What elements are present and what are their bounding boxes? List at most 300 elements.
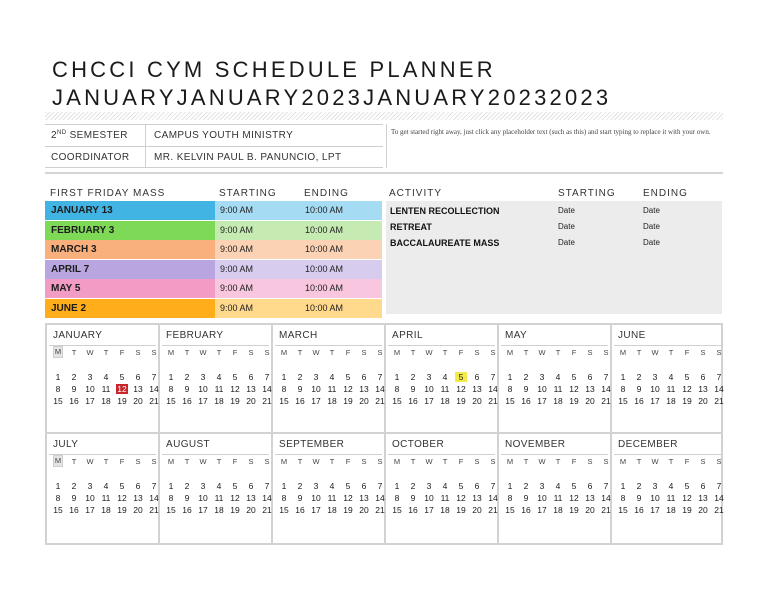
- mass-date[interactable]: APRIL 7: [45, 260, 215, 279]
- calendar-day[interactable]: 8: [507, 384, 513, 394]
- calendar-day[interactable]: 14: [488, 493, 498, 503]
- calendar-day[interactable]: 5: [232, 481, 238, 491]
- mass-end-time[interactable]: 10:00 AM: [300, 279, 382, 298]
- calendar-day[interactable]: 3: [539, 481, 545, 491]
- mass-date[interactable]: JANUARY 13: [45, 201, 215, 220]
- calendar-day[interactable]: 21: [375, 505, 385, 515]
- calendar-day[interactable]: 7: [603, 372, 609, 382]
- calendar-day[interactable]: 5: [571, 481, 577, 491]
- calendar-day[interactable]: 5: [455, 372, 467, 382]
- calendar-day[interactable]: 14: [149, 493, 159, 503]
- calendar-day[interactable]: 4: [329, 481, 335, 491]
- calendar-day[interactable]: 12: [682, 493, 692, 503]
- calendar-day[interactable]: 21: [601, 396, 611, 406]
- calendar-day[interactable]: 15: [166, 396, 176, 406]
- activity-start-date[interactable]: Date: [558, 238, 575, 247]
- calendar-day[interactable]: 16: [521, 505, 531, 515]
- calendar-day[interactable]: 6: [474, 372, 480, 382]
- calendar-day[interactable]: 10: [537, 384, 547, 394]
- calendar-day[interactable]: 19: [682, 396, 692, 406]
- calendar-day[interactable]: 1: [281, 372, 287, 382]
- calendar-day[interactable]: 6: [248, 481, 254, 491]
- calendar-day[interactable]: 21: [262, 505, 272, 515]
- weekday-label: F: [232, 348, 238, 357]
- calendar-day[interactable]: 12: [343, 384, 353, 394]
- calendar-day[interactable]: 17: [650, 396, 660, 406]
- calendar-day[interactable]: 15: [53, 396, 63, 406]
- calendar-day[interactable]: 5: [684, 481, 690, 491]
- activity-row[interactable]: [386, 219, 722, 235]
- calendar-day[interactable]: 10: [85, 384, 95, 394]
- calendar-day[interactable]: 2: [523, 481, 529, 491]
- calendar-day[interactable]: 10: [424, 493, 434, 503]
- mass-end-time[interactable]: 10:00 AM: [300, 240, 382, 259]
- calendar-day[interactable]: 4: [216, 481, 222, 491]
- calendar-day[interactable]: 13: [472, 384, 482, 394]
- calendar-day[interactable]: 21: [488, 505, 498, 515]
- activity-row[interactable]: [386, 235, 722, 251]
- coordinator-label[interactable]: COORDINATOR: [51, 152, 130, 163]
- calendar-day[interactable]: 18: [440, 396, 450, 406]
- weekday-label: W: [425, 348, 433, 357]
- calendar-day[interactable]: 19: [456, 396, 466, 406]
- calendar-day[interactable]: 12: [569, 493, 579, 503]
- calendar-day[interactable]: 9: [297, 384, 303, 394]
- month-rule: [614, 454, 721, 455]
- calendar-day[interactable]: 7: [603, 481, 609, 491]
- calendar-day[interactable]: 13: [698, 384, 708, 394]
- calendar-day[interactable]: 17: [198, 505, 208, 515]
- calendar-day[interactable]: 10: [198, 493, 208, 503]
- calendar-day[interactable]: 15: [392, 505, 402, 515]
- calendar-day[interactable]: 14: [601, 493, 611, 503]
- calendar-day[interactable]: 6: [361, 481, 367, 491]
- mass-end-time[interactable]: 10:00 AM: [300, 201, 382, 220]
- calendar-day[interactable]: 19: [230, 396, 240, 406]
- calendar-day[interactable]: 10: [537, 493, 547, 503]
- calendar-day[interactable]: 8: [507, 493, 513, 503]
- calendar-day[interactable]: 20: [472, 396, 482, 406]
- calendar-day[interactable]: 13: [359, 384, 369, 394]
- mass-date[interactable]: MAY 5: [45, 279, 215, 298]
- calendar-day[interactable]: 21: [714, 505, 724, 515]
- calendar-day[interactable]: 14: [375, 493, 385, 503]
- calendar-day[interactable]: 2: [636, 372, 642, 382]
- calendar-day[interactable]: 15: [505, 505, 515, 515]
- calendar-day[interactable]: 5: [232, 372, 238, 382]
- calendar-day[interactable]: 19: [117, 396, 127, 406]
- calendar-day[interactable]: 5: [345, 481, 351, 491]
- calendar-day[interactable]: 6: [248, 372, 254, 382]
- calendar-day[interactable]: 20: [246, 396, 256, 406]
- calendar-day[interactable]: 3: [87, 481, 93, 491]
- semester-value[interactable]: CAMPUS YOUTH MINISTRY: [154, 130, 294, 141]
- calendar-day[interactable]: 2: [410, 372, 416, 382]
- calendar-day[interactable]: 7: [716, 481, 722, 491]
- calendar-day[interactable]: 6: [700, 372, 706, 382]
- calendar-day[interactable]: 20: [359, 396, 369, 406]
- calendar-day[interactable]: 2: [297, 372, 303, 382]
- activity-end-date[interactable]: Date: [643, 206, 660, 215]
- calendar-day[interactable]: 2: [184, 372, 190, 382]
- calendar-day[interactable]: 11: [440, 493, 450, 503]
- activity-end-date[interactable]: Date: [643, 238, 660, 247]
- calendar-day[interactable]: 14: [262, 384, 272, 394]
- mass-row[interactable]: [45, 260, 382, 279]
- calendar-day[interactable]: 1: [55, 481, 61, 491]
- calendar-day[interactable]: 15: [505, 396, 515, 406]
- calendar-day[interactable]: 10: [198, 384, 208, 394]
- calendar-day[interactable]: 16: [408, 505, 418, 515]
- activity-row[interactable]: [386, 203, 722, 219]
- calendar-day[interactable]: 8: [55, 493, 61, 503]
- mass-row[interactable]: [45, 201, 382, 220]
- calendar-day[interactable]: 4: [442, 481, 448, 491]
- calendar-day[interactable]: 16: [634, 396, 644, 406]
- calendar-day[interactable]: 18: [101, 505, 111, 515]
- calendar-day[interactable]: 19: [117, 505, 127, 515]
- calendar-day[interactable]: 17: [650, 505, 660, 515]
- calendar-day[interactable]: 13: [359, 493, 369, 503]
- calendar-day[interactable]: 16: [408, 396, 418, 406]
- calendar-day[interactable]: 14: [149, 384, 159, 394]
- calendar-day[interactable]: 16: [69, 396, 79, 406]
- calendar-day[interactable]: 1: [55, 372, 61, 382]
- calendar-day[interactable]: 19: [569, 396, 579, 406]
- activity-end-date[interactable]: Date: [643, 222, 660, 231]
- calendar-day[interactable]: 19: [456, 505, 466, 515]
- calendar-day[interactable]: 16: [182, 505, 192, 515]
- calendar-day[interactable]: 6: [587, 372, 593, 382]
- calendar-day[interactable]: 9: [636, 493, 642, 503]
- calendar-day[interactable]: 21: [601, 505, 611, 515]
- calendar-day[interactable]: 5: [119, 481, 125, 491]
- calendar-day[interactable]: 4: [555, 372, 561, 382]
- calendar-day[interactable]: 6: [361, 372, 367, 382]
- calendar-day[interactable]: 15: [618, 396, 628, 406]
- calendar-day[interactable]: 5: [458, 481, 464, 491]
- calendar-day[interactable]: 8: [620, 384, 626, 394]
- calendar-day[interactable]: 12: [343, 493, 353, 503]
- calendar-day[interactable]: 16: [521, 396, 531, 406]
- activity-start-date[interactable]: Date: [558, 222, 575, 231]
- mass-end-time[interactable]: 10:00 AM: [300, 299, 382, 318]
- calendar-day[interactable]: 4: [668, 481, 674, 491]
- calendar-day[interactable]: 19: [682, 505, 692, 515]
- calendar-day[interactable]: 9: [184, 384, 190, 394]
- calendar-day[interactable]: 13: [246, 384, 256, 394]
- calendar-day[interactable]: 3: [313, 481, 319, 491]
- mass-row[interactable]: [45, 299, 382, 318]
- calendar-day[interactable]: 17: [85, 505, 95, 515]
- calendar-day[interactable]: 14: [262, 493, 272, 503]
- calendar-day[interactable]: 1: [168, 481, 174, 491]
- calendar-day[interactable]: 14: [714, 493, 724, 503]
- calendar-day[interactable]: 17: [311, 396, 321, 406]
- calendar-day[interactable]: 6: [135, 481, 141, 491]
- calendar-day[interactable]: 21: [262, 396, 272, 406]
- calendar-day[interactable]: 16: [634, 505, 644, 515]
- calendar-day[interactable]: 10: [85, 493, 95, 503]
- calendar-day[interactable]: 12: [230, 493, 240, 503]
- calendar-day[interactable]: 11: [553, 384, 563, 394]
- calendar-day[interactable]: 8: [281, 493, 287, 503]
- calendar-day[interactable]: 20: [133, 505, 143, 515]
- month-rule: [162, 454, 269, 455]
- mass-date[interactable]: MARCH 3: [45, 240, 215, 259]
- calendar-day[interactable]: 11: [666, 384, 676, 394]
- calendar-day[interactable]: 19: [343, 396, 353, 406]
- calendar-day[interactable]: 9: [184, 493, 190, 503]
- calendar-day[interactable]: 8: [394, 384, 400, 394]
- calendar-day[interactable]: 20: [472, 505, 482, 515]
- mass-start-time[interactable]: 9:00 AM: [215, 260, 300, 279]
- mass-date[interactable]: FEBRUARY 3: [45, 221, 215, 240]
- calendar-day[interactable]: 11: [666, 493, 676, 503]
- calendar-day[interactable]: 12: [682, 384, 692, 394]
- placeholder-note[interactable]: To get started right away, just click any placeholder text (such as this) and start typing to replace it with your own.: [391, 128, 711, 136]
- calendar-day[interactable]: 12: [456, 493, 466, 503]
- calendar-day[interactable]: 15: [279, 505, 289, 515]
- calendar-day[interactable]: 2: [410, 481, 416, 491]
- calendar-day[interactable]: 5: [119, 372, 125, 382]
- calendar-day[interactable]: 7: [151, 481, 157, 491]
- mass-date[interactable]: JUNE 2: [45, 299, 215, 318]
- semester-label[interactable]: 2ND SEMESTER: [51, 130, 128, 141]
- calendar-day[interactable]: 8: [394, 493, 400, 503]
- calendar-day[interactable]: 11: [440, 384, 450, 394]
- calendar-day[interactable]: 1: [620, 481, 626, 491]
- calendar-day[interactable]: 18: [327, 396, 337, 406]
- calendar-day[interactable]: 15: [618, 505, 628, 515]
- calendar-day[interactable]: 10: [650, 493, 660, 503]
- calendar-day[interactable]: 21: [488, 396, 498, 406]
- calendar-day[interactable]: 3: [200, 481, 206, 491]
- calendar-day[interactable]: 20: [698, 396, 708, 406]
- calendar-day[interactable]: 3: [313, 372, 319, 382]
- calendar-day[interactable]: 11: [327, 493, 337, 503]
- calendar-day[interactable]: 20: [246, 505, 256, 515]
- calendar-day[interactable]: 12: [230, 384, 240, 394]
- calendar-day[interactable]: 6: [474, 481, 480, 491]
- calendar-day[interactable]: 7: [490, 481, 496, 491]
- calendar-day[interactable]: 7: [151, 372, 157, 382]
- calendar-day[interactable]: 3: [87, 372, 93, 382]
- calendar-day[interactable]: 1: [620, 372, 626, 382]
- calendar-day[interactable]: 9: [71, 493, 77, 503]
- calendar-day[interactable]: 14: [488, 384, 498, 394]
- calendar-day[interactable]: 1: [168, 372, 174, 382]
- calendar-day[interactable]: 13: [585, 493, 595, 503]
- calendar-day[interactable]: 20: [133, 396, 143, 406]
- calendar-day[interactable]: 9: [636, 384, 642, 394]
- calendar-day[interactable]: 2: [184, 481, 190, 491]
- calendar-day[interactable]: 6: [700, 481, 706, 491]
- calendar-day[interactable]: 21: [149, 505, 159, 515]
- calendar-day[interactable]: 8: [620, 493, 626, 503]
- calendar-day[interactable]: 9: [71, 384, 77, 394]
- calendar-day[interactable]: 3: [539, 372, 545, 382]
- calendar-day[interactable]: 4: [442, 372, 448, 382]
- weekday-label: T: [103, 348, 109, 357]
- calendar-day[interactable]: 16: [182, 396, 192, 406]
- calendar-day[interactable]: 17: [311, 505, 321, 515]
- calendar-day[interactable]: 7: [490, 372, 496, 382]
- calendar-day[interactable]: 12: [569, 384, 579, 394]
- calendar-day[interactable]: 3: [426, 481, 432, 491]
- calendar-day[interactable]: 14: [375, 384, 385, 394]
- calendar-day[interactable]: 3: [200, 372, 206, 382]
- calendar-day[interactable]: 9: [523, 384, 529, 394]
- calendar-day[interactable]: 14: [714, 384, 724, 394]
- calendar-day[interactable]: 16: [295, 396, 305, 406]
- calendar-day[interactable]: 2: [297, 481, 303, 491]
- calendar-day[interactable]: 12: [117, 384, 127, 394]
- calendar-day[interactable]: 21: [714, 396, 724, 406]
- calendar-day[interactable]: 4: [555, 481, 561, 491]
- calendar-day[interactable]: 8: [281, 384, 287, 394]
- calendar-day[interactable]: 1: [507, 481, 513, 491]
- calendar-day[interactable]: 4: [103, 481, 109, 491]
- mass-end-time[interactable]: 10:00 AM: [300, 260, 382, 279]
- calendar-day[interactable]: 9: [297, 493, 303, 503]
- calendar-day[interactable]: 11: [214, 384, 224, 394]
- calendar-day[interactable]: 19: [569, 505, 579, 515]
- calendar-day[interactable]: 9: [410, 493, 416, 503]
- calendar-day[interactable]: 5: [684, 372, 690, 382]
- calendar-day[interactable]: 4: [103, 372, 109, 382]
- calendar-day[interactable]: 4: [668, 372, 674, 382]
- calendar-day[interactable]: 4: [329, 372, 335, 382]
- calendar-day[interactable]: 10: [311, 384, 321, 394]
- calendar-day[interactable]: 1: [281, 481, 287, 491]
- calendar-day[interactable]: 18: [666, 505, 676, 515]
- calendar-day[interactable]: 20: [359, 505, 369, 515]
- calendar-day[interactable]: 11: [214, 493, 224, 503]
- calendar-day[interactable]: 2: [71, 372, 77, 382]
- calendar-day[interactable]: 15: [166, 505, 176, 515]
- calendar-day[interactable]: 16: [69, 505, 79, 515]
- calendar-day[interactable]: 15: [279, 396, 289, 406]
- calendar-day[interactable]: 10: [424, 384, 434, 394]
- calendar-day[interactable]: 20: [698, 505, 708, 515]
- calendar-day[interactable]: 21: [375, 396, 385, 406]
- calendar-day[interactable]: 7: [377, 481, 383, 491]
- calendar-day[interactable]: 12: [117, 493, 127, 503]
- calendar-day[interactable]: 7: [264, 372, 270, 382]
- calendar-day[interactable]: 11: [553, 493, 563, 503]
- calendar-day[interactable]: 10: [650, 384, 660, 394]
- calendar-day[interactable]: 11: [101, 384, 111, 394]
- mass-row[interactable]: [45, 221, 382, 240]
- calendar-day[interactable]: 17: [85, 396, 95, 406]
- calendar-day[interactable]: 12: [456, 384, 466, 394]
- calendar-day[interactable]: 19: [343, 505, 353, 515]
- mass-start-time[interactable]: 9:00 AM: [215, 299, 300, 318]
- calendar-day[interactable]: 5: [571, 372, 577, 382]
- calendar-day[interactable]: 7: [377, 372, 383, 382]
- calendar-day[interactable]: 17: [424, 505, 434, 515]
- calendar-day[interactable]: 2: [636, 481, 642, 491]
- calendar-day[interactable]: 1: [394, 481, 400, 491]
- calendar-day[interactable]: 9: [523, 493, 529, 503]
- calendar-day[interactable]: 18: [666, 396, 676, 406]
- info-divider: [145, 147, 146, 167]
- calendar-day[interactable]: 2: [523, 372, 529, 382]
- calendar-day[interactable]: 6: [135, 372, 141, 382]
- calendar-day[interactable]: 17: [537, 396, 547, 406]
- calendar-day[interactable]: 6: [587, 481, 593, 491]
- calendar-day[interactable]: 20: [585, 505, 595, 515]
- calendar-day[interactable]: 14: [601, 384, 611, 394]
- calendar-day[interactable]: 13: [472, 493, 482, 503]
- calendar-day[interactable]: 18: [101, 396, 111, 406]
- calendar-day[interactable]: 9: [410, 384, 416, 394]
- calendar-day[interactable]: 15: [53, 505, 63, 515]
- activity-name[interactable]: RETREAT: [390, 222, 432, 232]
- activity-name[interactable]: BACCALAUREATE MASS: [390, 238, 500, 248]
- calendar-day[interactable]: 19: [230, 505, 240, 515]
- calendar-day[interactable]: 8: [168, 493, 174, 503]
- calendar-day[interactable]: 17: [537, 505, 547, 515]
- calendar-day[interactable]: 13: [133, 493, 143, 503]
- calendar-day[interactable]: 8: [168, 384, 174, 394]
- calendar-day[interactable]: 13: [585, 384, 595, 394]
- calendar-day[interactable]: 18: [327, 505, 337, 515]
- calendar-day[interactable]: 1: [394, 372, 400, 382]
- calendar-day[interactable]: 11: [327, 384, 337, 394]
- calendar-day[interactable]: 18: [440, 505, 450, 515]
- calendar-day[interactable]: 13: [698, 493, 708, 503]
- calendar-day[interactable]: 18: [553, 396, 563, 406]
- calendar-day[interactable]: 5: [345, 372, 351, 382]
- calendar-day[interactable]: 1: [507, 372, 513, 382]
- coordinator-value[interactable]: MR. KELVIN PAUL B. PANUNCIO, LPT: [154, 152, 342, 163]
- calendar-day[interactable]: 17: [198, 396, 208, 406]
- calendar-day[interactable]: 16: [295, 505, 305, 515]
- calendar-day[interactable]: 3: [652, 481, 658, 491]
- calendar-day[interactable]: 18: [214, 396, 224, 406]
- activity-name[interactable]: LENTEN RECOLLECTION: [390, 206, 500, 216]
- calendar-day[interactable]: 7: [264, 481, 270, 491]
- weekday-label: T: [442, 457, 448, 466]
- activity-start-date[interactable]: Date: [558, 206, 575, 215]
- calendar-day[interactable]: 10: [311, 493, 321, 503]
- calendar-day[interactable]: 4: [216, 372, 222, 382]
- calendar-day[interactable]: 21: [149, 396, 159, 406]
- calendar-day[interactable]: 18: [214, 505, 224, 515]
- calendar-day[interactable]: 8: [55, 384, 61, 394]
- calendar-day[interactable]: 17: [424, 396, 434, 406]
- mass-start-time[interactable]: 9:00 AM: [215, 240, 300, 259]
- mass-end-time[interactable]: 10:00 AM: [300, 221, 382, 240]
- mass-start-time[interactable]: 9:00 AM: [215, 221, 300, 240]
- mass-row[interactable]: [45, 279, 382, 298]
- calendar-day[interactable]: 7: [716, 372, 722, 382]
- calendar-day[interactable]: 13: [246, 493, 256, 503]
- calendar-day[interactable]: 18: [553, 505, 563, 515]
- calendar-day[interactable]: 13: [133, 384, 143, 394]
- calendar-day[interactable]: 15: [392, 396, 402, 406]
- mass-start-time[interactable]: 9:00 AM: [215, 201, 300, 220]
- mass-row[interactable]: [45, 240, 382, 259]
- calendar-day[interactable]: 3: [652, 372, 658, 382]
- mass-start-time[interactable]: 9:00 AM: [215, 279, 300, 298]
- calendar-day[interactable]: 3: [426, 372, 432, 382]
- calendar-day[interactable]: 20: [585, 396, 595, 406]
- calendar-day[interactable]: 11: [101, 493, 111, 503]
- calendar-day[interactable]: 2: [71, 481, 77, 491]
